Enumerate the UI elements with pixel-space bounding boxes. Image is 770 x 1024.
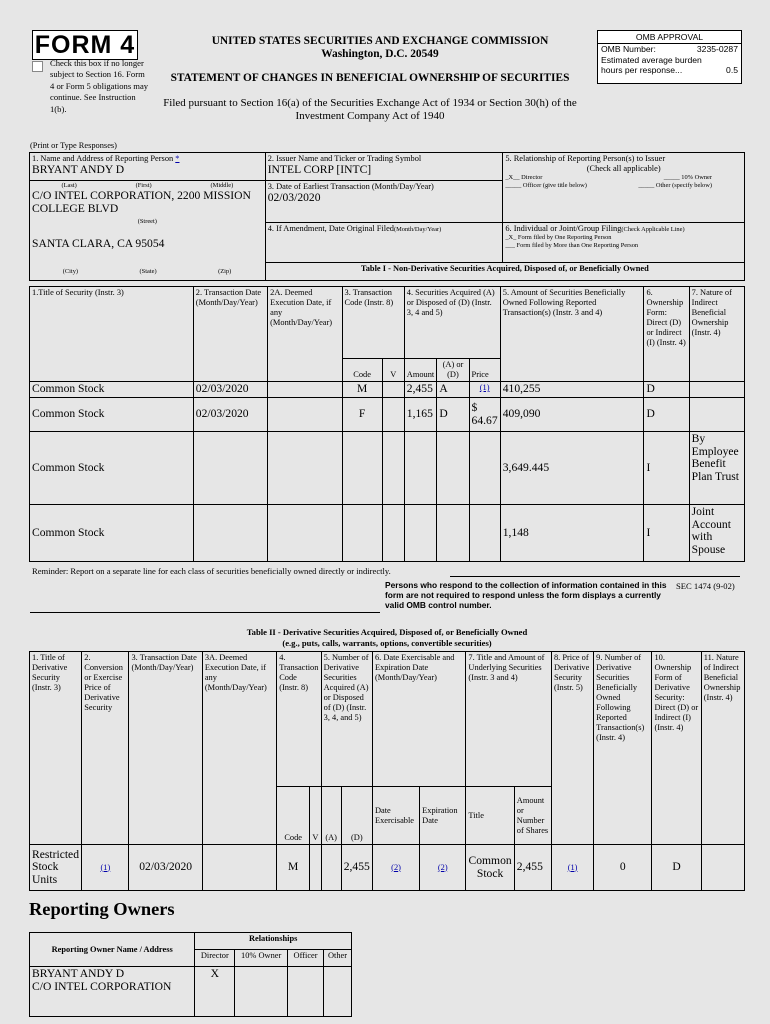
t2-r0-date: 02/03/2020 (129, 845, 202, 891)
t1-r0-v (382, 382, 404, 398)
omb-title: OMB APPROVAL (598, 31, 741, 44)
t1-h-aord: (A) or (D) (437, 359, 469, 382)
t2-r0-deemed (202, 845, 276, 891)
t1-r3-form: I (644, 505, 689, 562)
zip-label: (Zip) (218, 268, 232, 275)
t2-h-u-amount: Amount or Number of Shares (514, 787, 551, 845)
t1-h-securities: 4. Securities Acquired (A) or Disposed of (D) (Instr. 3, 4 and 5) (404, 287, 500, 359)
t1-r0-aord: A (437, 382, 469, 398)
table2-derivative (29, 651, 745, 891)
t1-r1-aord: D (437, 398, 469, 432)
relationship-label: 5. Relationship of Reporting Person(s) to Issuer (505, 154, 666, 163)
t2-h-number: 5. Number of Derivative Securities Acquired (A) or Disposed of (D) (Instr. 3, 4, and 5) (321, 652, 372, 787)
omb-approval-box (597, 30, 742, 84)
earliest-cell (265, 181, 503, 223)
t1-r1-form: D (644, 398, 689, 432)
t2-h-underlying: 7. Title and Amount of Underlying Securities (Instr. 3 and 4) (466, 652, 552, 787)
t1-r1-amount: 1,165 (404, 398, 437, 432)
reporting-owners-table (29, 932, 352, 1017)
t2-r0-u-amount: 2,455 (514, 845, 551, 891)
reporting-person-cell (30, 153, 266, 181)
t2-h-a: (A) (321, 787, 341, 845)
t2-r0-title: Restricted Stock Units (30, 845, 82, 891)
ro-10pct (235, 967, 288, 1017)
address-cell (30, 181, 266, 281)
street-label: (Street) (137, 218, 157, 225)
city-label: (City) (62, 268, 79, 275)
t1-r3-nature: Joint Account with Spouse (689, 505, 744, 562)
table2-title-text: Table II - Derivative Securities Acquired, Disposed of, or Beneficially Owned (246, 627, 528, 637)
t2-h-exercisable: 6. Date Exercisable and Expiration Date (Month/Day/Year) (372, 652, 465, 787)
state-label: (State) (139, 268, 157, 275)
amendment-label: 4. If Amendment, Date Original Filed (267, 224, 394, 233)
ro-director: X (195, 967, 235, 1017)
t2-h-form: 10. Ownership Form of Derivative Security: Direct (D) or Indirect (I) (Instr. 4) (652, 652, 701, 845)
reminder-rule (450, 566, 740, 577)
t1-r1-date: 02/03/2020 (193, 398, 267, 432)
t2-r0-exp[interactable]: (2) (420, 845, 466, 891)
t1-r1-code: F (342, 398, 382, 432)
amendment-cell (265, 223, 503, 263)
table2-title (29, 627, 745, 649)
table-row (30, 432, 745, 505)
sec-form-number: SEC 1474 (9-02) (676, 581, 735, 591)
persons-notice: Persons who respond to the collection of information contained in this form are not required to respond unless the form displays a currently valid OMB control number. (385, 580, 667, 610)
t1-h-v: V (382, 359, 404, 382)
t1-r0-code: M (342, 382, 382, 398)
ro-officer (288, 967, 324, 1017)
t2-h-code-sub: Code (277, 787, 310, 845)
t1-r1-nature (689, 398, 744, 432)
issuer-label: 2. Issuer Name and Ticker or Trading Symbol (267, 154, 422, 163)
issuer-cell (265, 153, 503, 181)
relationship-10pct: _____ 10% Owner (663, 174, 712, 181)
t2-r0-form: D (652, 845, 701, 891)
t1-r2-form: I (644, 432, 689, 505)
t1-r3-price (469, 505, 500, 562)
t1-r2-title: Common Stock (30, 432, 194, 505)
ro-col-10pct: 10% Owner (235, 950, 288, 967)
omb-burden-label: Estimated average burden (601, 54, 702, 65)
t1-r2-date (193, 432, 267, 505)
t1-r3-deemed (268, 505, 342, 562)
reporting-city: SANTA CLARA, CA 95054 (32, 237, 165, 250)
t1-h-title: 1.Title of Security (Instr. 3) (30, 287, 194, 382)
t2-r0-code: M (277, 845, 310, 891)
t1-r0-title: Common Stock (30, 382, 194, 398)
agency-name: UNITED STATES SECURITIES AND EXCHANGE COMMISSION (211, 35, 549, 47)
t1-r0-amount: 2,455 (404, 382, 437, 398)
amendment-sub: (Month/Day/Year) (393, 226, 442, 233)
t2-r0-u-title: Common Stock (466, 845, 514, 891)
t1-r3-date (193, 505, 267, 562)
first-label: (First) (135, 182, 152, 189)
ro-owner-name: BRYANT ANDY D (32, 967, 125, 980)
agency-header (150, 35, 610, 61)
t1-r1-title: Common Stock (30, 398, 194, 432)
t2-r0-conv[interactable]: (1) (82, 845, 129, 891)
t2-r0-a (321, 845, 341, 891)
t1-h-price: Price (469, 359, 500, 382)
agency-city: Washington, D.C. 20549 (321, 48, 439, 60)
table-row (30, 505, 745, 562)
t1-r3-v (382, 505, 404, 562)
t1-r1-deemed (268, 398, 342, 432)
table-row (30, 967, 352, 1017)
t1-r2-price (469, 432, 500, 505)
individual-filing-cell (503, 223, 745, 263)
city-state-zip-labels (32, 268, 262, 276)
ro-name-header: Reporting Owner Name / Address (30, 933, 195, 967)
table2-subtitle: (e.g., puts, calls, warrants, options, convertible securities) (282, 638, 492, 648)
t2-r0-owned: 0 (594, 845, 652, 891)
relationship-sub: (Check all applicable) (586, 164, 661, 173)
t2-h-owned: 9. Number of Derivative Securities Beneficially Owned Following Reported Transaction(s) (Instr. 4) (594, 652, 652, 845)
individual-label: 6. Individual or Joint/Group Filing (505, 224, 622, 233)
table-row (30, 845, 745, 891)
relationship-other: _____ Other (specify below) (638, 182, 712, 189)
t1-r0-owned: 410,255 (500, 382, 644, 398)
individual-sub: (Check Applicable Line) (621, 226, 685, 233)
t1-r3-aord (437, 505, 469, 562)
omb-hours-label: hours per response... (601, 65, 683, 75)
t1-r2-deemed (268, 432, 342, 505)
t2-r0-date-ex[interactable]: (2) (372, 845, 419, 891)
t1-r3-title: Common Stock (30, 505, 194, 562)
filing-one: _X_ Form filed by One Reporting Person (505, 234, 612, 241)
t1-r0-deemed (268, 382, 342, 398)
earliest-label: 3. Date of Earliest Transaction (Month/Day/Year) (267, 182, 434, 191)
checkbox-text: Check this box if no longer subject to Section 16. Form 4 or Form 5 obligations may continue. See Instruction 1(b). (50, 58, 149, 114)
t1-h-code-sub: Code (342, 359, 382, 382)
omb-hours: 0.5 (726, 65, 738, 75)
t2-h-code: 4. Transaction Code (Instr. 8) (277, 652, 321, 787)
print-note: (Print or Type Responses) (30, 141, 117, 150)
t1-r2-v (382, 432, 404, 505)
last-label: (Last) (61, 182, 77, 189)
t1-r3-amount (404, 505, 437, 562)
t1-r2-owned: 3,649.445 (500, 432, 644, 505)
ro-owner-cell (30, 967, 195, 1017)
reporting-address: C/O INTEL CORPORATION, 2200 MISSION COLLEGE BLVD (32, 189, 251, 215)
omb-number-label: OMB Number: (601, 44, 656, 54)
reminder-rule-2 (30, 612, 380, 613)
t2-r0-d: 2,455 (341, 845, 372, 891)
earliest-date: 02/03/2020 (267, 191, 321, 204)
t1-h-nature: 7. Nature of Indirect Beneficial Ownership (Instr. 4) (689, 287, 744, 382)
t1-r2-aord (437, 432, 469, 505)
relationship-officer: _____ Officer (give title below) (505, 182, 587, 189)
t1-r0-price[interactable]: (1) (469, 382, 500, 398)
reporting-person-name: BRYANT ANDY D (32, 163, 125, 176)
t2-h-v: V (310, 787, 321, 845)
ro-col-officer: Officer (288, 950, 324, 967)
table-row (30, 382, 745, 398)
t1-h-deemed: 2A. Deemed Execution Date, if any (Month/Day/Year) (268, 287, 342, 382)
t2-h-nature: 11. Nature of Indirect Beneficial Ownership (Instr. 4) (701, 652, 744, 845)
t1-r0-date: 02/03/2020 (193, 382, 267, 398)
table-row (30, 398, 745, 432)
issuer-name: INTEL CORP [INTC] (267, 163, 372, 176)
t2-r0-v (310, 845, 321, 891)
t2-h-price: 8. Price of Derivative Security (Instr. 5) (551, 652, 593, 845)
middle-label: (Middle) (210, 182, 234, 189)
filing-more: ___ Form filed by More than One Reporting Person (505, 242, 639, 249)
t1-h-owned: 5. Amount of Securities Beneficially Owned Following Reported Transaction(s) (Instr. 3 and 4) (500, 287, 644, 382)
t2-h-deemed: 3A. Deemed Execution Date, if any (Month/Day/Year) (202, 652, 276, 845)
ro-rel-header: Relationships (195, 933, 352, 950)
t2-h-date: 3. Transaction Date (Month/Day/Year) (129, 652, 202, 845)
t2-h-conv: 2. Conversion or Exercise Price of Derivative Security (82, 652, 129, 845)
t1-r1-v (382, 398, 404, 432)
t2-r0-price[interactable]: (1) (551, 845, 593, 891)
t2-h-u-title: Title (466, 787, 514, 845)
statement-title: STATEMENT OF CHANGES IN BENEFICIAL OWNERSHIP OF SECURITIES (170, 72, 570, 84)
t1-r1-price: $ 64.67 (469, 398, 500, 432)
t2-h-date-ex: Date Exercisable (372, 787, 419, 845)
ro-col-other: Other (324, 950, 352, 967)
t1-h-code: 3. Transaction Code (Instr. 8) (342, 287, 404, 359)
t2-h-title: 1. Title of Derivative Security (Instr. 3) (30, 652, 82, 845)
form-label: FORM 4 (32, 30, 138, 60)
t1-h-amount: Amount (404, 359, 437, 382)
table1-title: Table I - Non-Derivative Securities Acquired, Disposed of, or Beneficially Owned (265, 263, 744, 281)
t2-r0-nature (701, 845, 744, 891)
t1-r3-code (342, 505, 382, 562)
t1-r2-amount (404, 432, 437, 505)
omb-number: 3235-0287 (696, 44, 738, 54)
reporting-owners-heading: Reporting Owners (29, 899, 175, 919)
t1-r2-code (342, 432, 382, 505)
t1-r2-nature: By Employee Benefit Plan Trust (689, 432, 744, 505)
ro-other (324, 967, 352, 1017)
t1-r0-form: D (644, 382, 689, 398)
relationship-director: _X__ Director (505, 174, 543, 181)
ro-owner-addr: C/O INTEL CORPORATION (32, 979, 172, 993)
t1-h-date: 2. Transaction Date (Month/Day/Year) (193, 287, 267, 382)
reporting-person-marker[interactable]: * (175, 154, 180, 163)
t1-h-form: 6. Ownership Form: Direct (D) or Indirect (I) (Instr. 4) (644, 287, 689, 382)
reporting-info-table (29, 152, 745, 281)
t1-r3-owned: 1,148 (500, 505, 644, 562)
ro-col-director: Director (195, 950, 235, 967)
t1-r1-owned: 409,090 (500, 398, 644, 432)
t2-h-exp: Expiration Date (420, 787, 466, 845)
filed-pursuant: Filed pursuant to Section 16(a) of the Securities Exchange Act of 1934 or Section 30(h) of the Investment Company Act of 1940 (163, 97, 577, 122)
table1-non-derivative (29, 286, 745, 562)
reminder-text: Reminder: Report on a separate line for each class of securities beneficially owned directly or indirectly. (32, 566, 391, 576)
relationship-cell (503, 153, 745, 223)
t1-r0-nature (689, 382, 744, 398)
section16-checkbox[interactable] (32, 61, 43, 72)
reporting-person-label: 1. Name and Address of Reporting Person (32, 154, 174, 163)
t2-h-d: (D) (341, 787, 372, 845)
